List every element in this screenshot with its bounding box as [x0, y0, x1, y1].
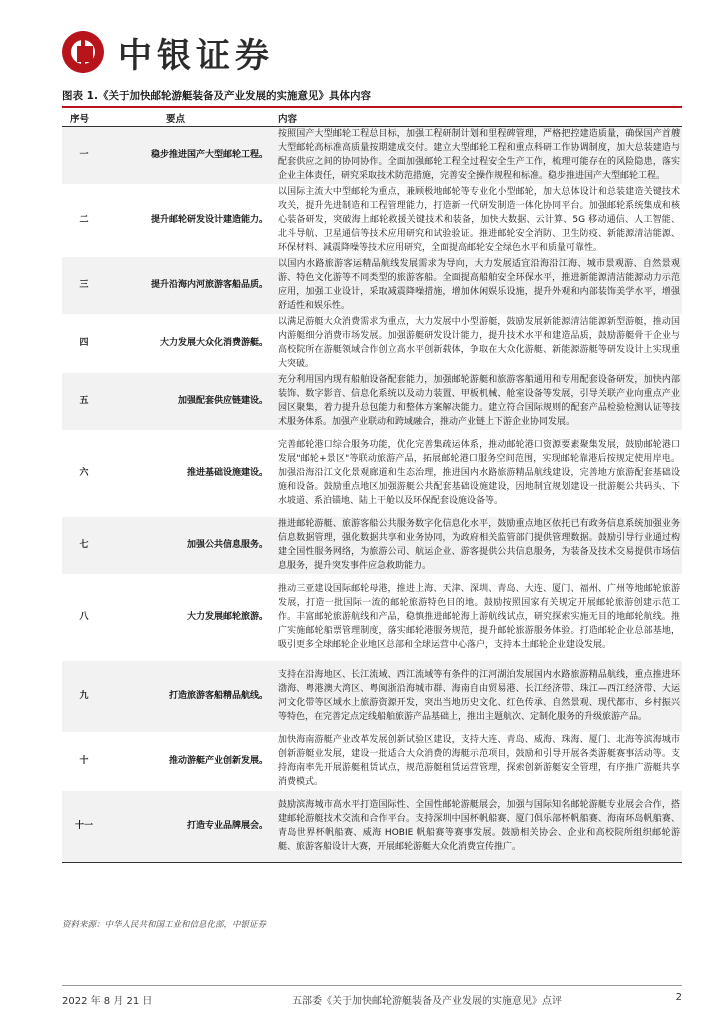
table-row — [62, 790, 682, 862]
row-number: 六 — [62, 430, 106, 516]
row-key-point: 大力发展邮轮旅游。 — [106, 574, 270, 660]
row-key-point: 提升沿海内河旅游客船品质。 — [106, 256, 270, 314]
table-row — [62, 574, 682, 660]
footer-doc-title: 五部委《关于加快邮轮游艇装备及产业发展的实施意见》点评 — [292, 996, 562, 1007]
row-number: 二 — [62, 184, 106, 256]
bank-logo-icon — [62, 31, 104, 73]
row-number: 三 — [62, 256, 106, 314]
row-key-point: 提升邮轮研发设计建造能力。 — [106, 184, 270, 256]
row-content: 完善邮轮港口综合服务功能，优化完善集疏运体系，推动邮轮港口资源要素聚集发展，鼓励邮轮港口发展"邮轮+景区"等联动旅游产品，拓展邮轮港口服务空间范围，实现邮轮靠港后按规定使用岸电。加强沿海沿江文化景观廊道和生态治理，推进国内水路旅游精品航线建设，完善地方旅游配套基础设施和设备。鼓励重点地区加强游艇公共配套基础设施建设，因地制宜规划建设一批游艇公共码头、下水坡道、系泊锚地、陆上干舱以及环保配套设施设备等。 — [270, 430, 682, 516]
brand-name: 中银证券 — [118, 35, 274, 76]
row-number: 十 — [62, 732, 106, 790]
table-row — [62, 732, 682, 790]
table-header-row — [62, 110, 682, 126]
header-no: 序号 — [62, 110, 106, 126]
row-number: 九 — [62, 660, 106, 732]
row-key-point: 推进基础设施建设。 — [106, 430, 270, 516]
row-content: 推动三亚建设国际邮轮母港，推进上海、天津、深圳、青岛、大连、厦门、福州、广州等地邮轮旅游发展，打造一批国际一流的邮轮旅游特色目的地。鼓励按照国家有关规定开展邮轮旅游创建示范工作。丰富邮轮旅游航线和产品，稳慎推进邮轮海上游航线试点，研究探索实施无目的地邮轮航线。推广实施邮轮船票管理制度，落实邮轮港服务规范，提升邮轮旅游服务体验。打造邮轮企业总部基地，吸引更多全球邮轮企业地区总部和全球运营中心落户，支持本土邮轮企业建设发展。 — [270, 574, 682, 660]
row-number: 五 — [62, 372, 106, 430]
row-content: 加快海南游艇产业改革发展创新试验区建设，支持大连、青岛、威海、珠海、厦门、北海等滨海城市创新游艇业发展，建设一批适合大众消费的海艇示范项目，鼓励和引导开展各类游艇赛事活动等。支持海南率先开展游艇租赁试点，规范游艇租赁运营管理，探索创新游艇安全管理，有序推广游艇共享消费模式。 — [270, 732, 682, 790]
row-key-point: 推动游艇产业创新发展。 — [106, 732, 270, 790]
table-row — [62, 430, 682, 516]
row-content: 按照国产大型邮轮工程总目标，加强工程研制计划和里程碑管理，严格把控建造质量，确保国产首艘大型邮轮高标准高质量按期建成交付。建立大型邮轮工程和重点科研工作协调制度，加大总装建造与配套供应之间的协同协作。全面加强邮轮工程全过程安全生产工作，梳理可能存在的风险隐患，落实企业主体责任，研究采取技术防范措施，完善安全操作规程和标准。稳步推进国产大型邮轮工程。 — [270, 126, 682, 184]
table-row — [62, 660, 682, 732]
table-row — [62, 256, 682, 314]
row-key-point: 加强公共信息服务。 — [106, 516, 270, 574]
row-content: 充分利用国内现有船舶设备配套能力，加强邮轮游艇和旅游客船通用和专用配套设备研发，加快内部装饰、数字影音、信息化系统以及动力装置、甲板机械、舱室设备等发展，引导关联产业向重点产业园区聚集，着力提升总包能力和整体方案解决能力。建立符合国际规则的配套产品检验检测认证等技术服务体系。加强产业联动和跨域融合，推动产业链上下游企业协同发展。 — [270, 372, 682, 430]
footer-divider — [62, 985, 682, 986]
row-content: 鼓励滨海城市高水平打造国际性、全国性邮轮游艇展会，加强与国际知名邮轮游艇专业展会合作，搭建邮轮游艇技术交流和合作平台。支持深圳中国杯帆船赛、厦门俱乐部杯帆船赛、海南环岛帆船赛、青岛世界杯帆船赛、威海 HOBIE 帆船赛等赛事发展。鼓励相关协会、企业和高校院所组织邮轮游艇、旅游客船设计大赛，开展邮轮游艇大众化消费宣传推广。 — [270, 790, 682, 862]
row-number: 八 — [62, 574, 106, 660]
table-row — [62, 184, 682, 256]
row-key-point: 打造专业品牌展会。 — [106, 790, 270, 862]
row-content: 支持在沿海地区、长江流域、西江流域等有条件的江河湖泊发展国内水路旅游精品航线，重点推进环渤海、粤港澳大湾区、粤闽浙沿海城市群、海南自由贸易港、长江经济带、珠江—西江经济带、大运河文化带等区域水上旅游资源开发，突出当地历史文化、红色传承、自然景观、现代都市、乡村振兴等特色，在完善定点定线船舶旅游产品基础上，推出主题航次、定制化服务的升级旅游产品。 — [270, 660, 682, 732]
row-key-point: 稳步推进国产大型邮轮工程。 — [106, 126, 270, 184]
row-content: 以满足游艇大众消费需求为重点，大力发展中小型游艇，鼓励发展新能源清洁能源新型游艇，推动国内游艇细分消费市场发展。加强游艇研发设计能力，提升技术水平和建造品质，鼓励游艇骨干企业与高校院所在游艇领域合作创立高水平创新载体，争取在大众化游艇、新能源游艇等研发设计上实现重大突破。 — [270, 314, 682, 372]
table-row — [62, 516, 682, 574]
row-key-point: 加强配套供应链建设。 — [106, 372, 270, 430]
content-table — [62, 110, 682, 863]
table-row — [62, 314, 682, 372]
page-footer — [62, 992, 682, 1007]
row-number: 四 — [62, 314, 106, 372]
page-number: 2 — [675, 992, 682, 1003]
header-key: 要点 — [106, 110, 270, 126]
row-key-point: 大力发展大众化消费游艇。 — [106, 314, 270, 372]
row-number: 一 — [62, 126, 106, 184]
row-content: 推进邮轮游艇、旅游客船公共服务数字化信息化水平，鼓励重点地区依托已有政务信息系统加强业务信息数据管理，强化数据共享和业务协同，为政府相关监管部门提供管理数据。鼓励引导行业通过构建全国性服务网络，为旅游公司、航运企业、游客提供公共信息服务，为装备及技术交易提供市场信息服务，提升突发事件应急救助能力。 — [270, 516, 682, 574]
row-number: 七 — [62, 516, 106, 574]
row-content: 以国际主流大中型邮轮为重点，兼顾极地邮轮等专业化小型邮轮，加大总体设计和总装建造关键技术攻关，提升先进制造和工程管理能力，打造新一代研发制造一体化协同平台。加强邮轮系统集成和核心装备研发，突破海上邮轮救援关键技术和装备，加快大数据、云计算、5G 移动通信、人工智能、北斗导航、卫星通信等技术应用研究和试验验证。推进邮轮安全消防、卫生防疫、新能源清洁能源、环保材料、减震降噪等技术应用研究，全面提高邮轮安全绿色水平和质量可靠性。 — [270, 184, 682, 256]
figure-caption: 图表 1.《关于加快邮轮游艇装备及产业发展的实施意见》具体内容 — [62, 88, 682, 108]
row-key-point: 打造旅游客船精品航线。 — [106, 660, 270, 732]
header-body: 内容 — [270, 110, 682, 126]
page-header — [62, 26, 682, 78]
source-note: 资料来源：中华人民共和国工业和信息化部，中银证券 — [62, 920, 267, 930]
row-number: 十一 — [62, 790, 106, 862]
footer-date: 2022 年 8 月 21 日 — [62, 996, 153, 1007]
table-row — [62, 372, 682, 430]
table-row — [62, 126, 682, 184]
row-content: 以国内水路旅游客运精品航线发展需求为导向，大力发展适宜沿海沿江海、城市景观游、自然景观游、特色文化游等不同类型的旅游客船。全面提高船舶安全环保水平，推进新能源清洁能源动力示范应用，加强工业设计，采取减震降噪措施，增加休闲娱乐设施，提升外观和内部装饰美学水平，增强舒适性和娱乐性。 — [270, 256, 682, 314]
